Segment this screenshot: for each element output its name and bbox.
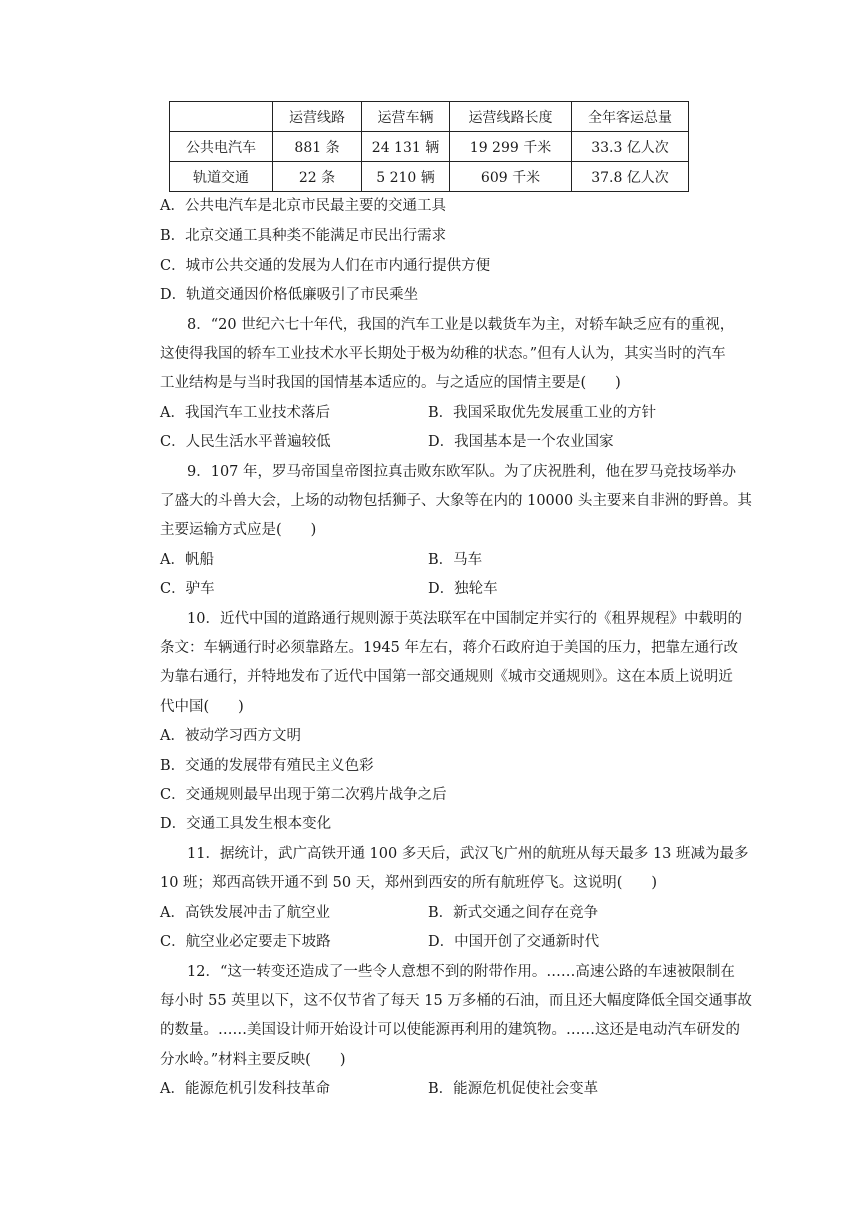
- q12-stem-line: 的数量。……美国设计师开始设计可以使能源再利用的建筑物。……这还是电动汽车研发的: [160, 1022, 740, 1038]
- table-header-cell: 运营车辆: [362, 102, 450, 132]
- table-row: [170, 132, 689, 162]
- q10-option-d: D．交通工具发生根本变化: [160, 816, 332, 832]
- q12-stem-line: 分水岭。”材料主要反映( ): [160, 1052, 346, 1068]
- table-cell: 22 条: [273, 162, 362, 192]
- q12-option-b: B．能源危机促使社会变革: [428, 1081, 599, 1097]
- q10-stem-line: 为靠右通行，并特地发布了近代中国第一部交通规则《城市交通规则》。这在本质上说明近: [160, 669, 733, 685]
- table-cell: 5 210 辆: [362, 162, 450, 192]
- table-cell: 609 千米: [450, 162, 572, 192]
- table-cell: 公共电汽车: [170, 132, 273, 162]
- q8-stem-line: 8．“20 世纪六七十年代，我国的汽车工业是以载货车为主，对轿车缺乏应有的重视，: [187, 317, 735, 333]
- q7-option-d: D．轨道交通因价格低廉吸引了市民乘坐: [160, 287, 419, 303]
- q10-option-c: C．交通规则最早出现于第二次鸦片战争之后: [160, 787, 447, 803]
- q11-option-a: A．高铁发展冲击了航空业: [160, 905, 330, 921]
- q9-option-d: D．独轮车: [428, 581, 498, 597]
- q11-option-d: D．中国开创了交通新时代: [428, 934, 600, 950]
- q7-option-c: C．城市公共交通的发展为人们在市内通行提供方便: [160, 258, 491, 274]
- table-cell: 37.8 亿人次: [572, 162, 689, 192]
- q10-stem-line: 10．近代中国的道路通行规则源于英法联军在中国制定并实行的《租界规程》中载明的: [187, 611, 742, 627]
- table-header-cell: 运营线路: [273, 102, 362, 132]
- q10-stem-line: 条文：车辆通行时必须靠路左。1945 年左右，蒋介石政府迫于美国的压力，把靠左通行改: [160, 640, 739, 656]
- q11-stem-line: 11．据统计，武广高铁开通 100 多天后，武汉飞广州的航班从每天最多 13 班减为最多: [187, 846, 749, 862]
- table-cell: 轨道交通: [170, 162, 273, 192]
- q9-option-c: C．驴车: [160, 581, 215, 597]
- q12-stem-line: 每小时 55 英里以下，这不仅节省了每天 15 万多桶的石油，而且还大幅度降低全国交通事故: [160, 993, 752, 1009]
- q10-option-b: B．交通的发展带有殖民主义色彩: [160, 758, 374, 774]
- q8-option-a: A．我国汽车工业技术落后: [160, 405, 330, 421]
- q8-stem-line: 这使得我国的轿车工业技术水平长期处于极为幼稚的状态。”但有人认为，其实当时的汽车: [160, 346, 726, 362]
- q9-stem-line: 主要运输方式应是( ): [160, 522, 317, 538]
- table-cell: 33.3 亿人次: [572, 132, 689, 162]
- q10-stem-line: 代中国( ): [160, 699, 244, 715]
- table-header-cell: 运营线路长度: [450, 102, 572, 132]
- q7-option-b: B．北京交通工具种类不能满足市民出行需求: [160, 228, 447, 244]
- table-cell: 19 299 千米: [450, 132, 572, 162]
- table-header-cell: 全年客运总量: [572, 102, 689, 132]
- q10-option-a: A．被动学习西方文明: [160, 728, 301, 744]
- q9-stem-line: 了盛大的斗兽大会，上场的动物包括狮子、大象等在内的 10000 头主要来自非洲的野兽。其: [160, 493, 752, 509]
- table-header-cell: [170, 102, 273, 132]
- q12-stem-line: 12．“这一转变还造成了一些令人意想不到的附带作用。……高速公路的车速被限制在: [187, 964, 735, 980]
- table-header-row: [170, 102, 689, 132]
- transport-stats-table: [169, 101, 689, 192]
- q11-option-c: C．航空业必定要走下坡路: [160, 934, 331, 950]
- q11-option-b: B．新式交通之间存在竞争: [428, 905, 599, 921]
- q9-stem-line: 9．107 年，罗马帝国皇帝图拉真击败东欧军队。为了庆祝胜利，他在罗马竞技场举办: [187, 464, 737, 480]
- q7-option-a: A．公共电汽车是北京市民最主要的交通工具: [160, 198, 446, 214]
- q12-option-a: A．能源危机引发科技革命: [160, 1081, 330, 1097]
- q8-option-b: B．我国采取优先发展重工业的方针: [428, 405, 657, 421]
- q9-option-b: B．马车: [428, 552, 483, 568]
- table-row: [170, 162, 689, 192]
- q8-stem-line: 工业结构是与当时我国的国情基本适应的。与之适应的国情主要是( ): [160, 375, 621, 391]
- q8-option-c: C．人民生活水平普遍较低: [160, 434, 331, 450]
- q9-option-a: A．帆船: [160, 552, 214, 568]
- table-cell: 24 131 辆: [362, 132, 450, 162]
- q11-stem-line: 10 班；郑西高铁开通不到 50 天，郑州到西安的所有航班停飞。这说明( ): [160, 875, 658, 891]
- q8-option-d: D．我国基本是一个农业国家: [428, 434, 614, 450]
- table-cell: 881 条: [273, 132, 362, 162]
